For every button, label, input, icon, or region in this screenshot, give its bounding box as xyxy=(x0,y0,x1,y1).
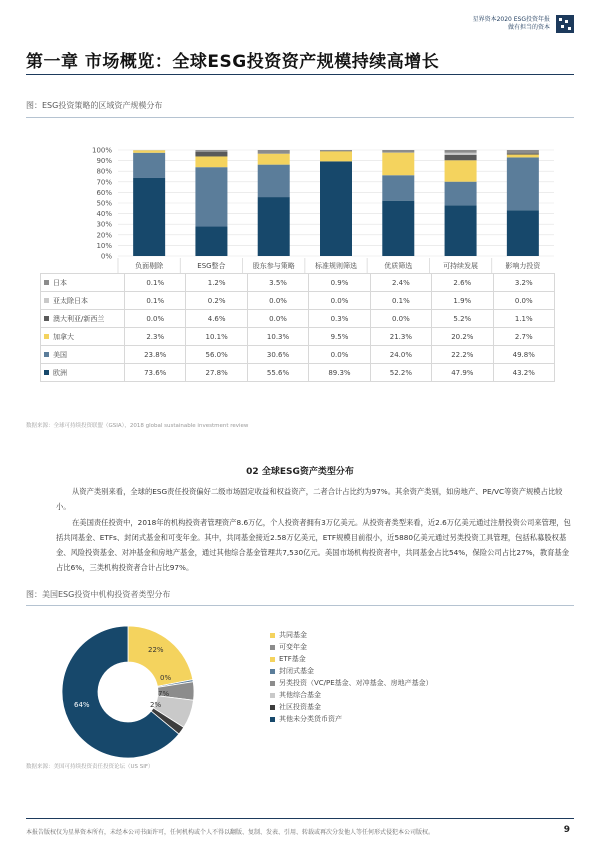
legend-label: 其他综合基金 xyxy=(279,691,321,699)
bar-segment xyxy=(258,165,290,197)
bar-segment xyxy=(133,153,165,178)
table-cell: 0.0% xyxy=(493,292,554,310)
footer-rule xyxy=(26,818,574,819)
table-cell: 1.9% xyxy=(432,292,493,310)
table-cell: 9.5% xyxy=(309,328,370,346)
header-line1: 星界资本2020 ESG投资年报 xyxy=(472,16,550,23)
bar-segment xyxy=(507,157,539,210)
table-cell: 1.2% xyxy=(186,274,247,292)
table-cell: 10.3% xyxy=(247,328,308,346)
paragraph-1-text: 从资产类别来看，全球的ESG责任投资偏好二级市场固定收益和权益资产，二者合计占比约为97%。其余资产类别，如房地产、PE/VC等资产规模占比较小。 xyxy=(56,487,563,511)
table-row xyxy=(41,346,555,364)
category-label: 标准规则筛选 xyxy=(315,262,357,270)
bar-segment xyxy=(195,152,227,157)
category-label: 股东参与策略 xyxy=(252,262,295,270)
legend-swatch xyxy=(44,280,49,285)
table-row xyxy=(41,328,555,346)
table-cell: 43.2% xyxy=(493,364,554,382)
donut-legend xyxy=(270,629,433,725)
table-cell: 2.3% xyxy=(125,328,186,346)
legend-label: 其他未分类货币资产 xyxy=(279,715,342,723)
figure2-source: 数据来源：美国可持续投资责任投资论坛（US SIF） xyxy=(26,764,154,770)
bar-segment xyxy=(320,150,352,151)
legend-item xyxy=(270,629,433,641)
category-label: 优质筛选 xyxy=(384,262,413,270)
bar-segment xyxy=(445,150,477,153)
legend-label: 可变年金 xyxy=(279,643,307,651)
bar-segment xyxy=(507,153,539,154)
bar-segment xyxy=(507,210,539,256)
table-cell: 52.2% xyxy=(370,364,431,382)
table-cell: 2.7% xyxy=(493,328,554,346)
y-tick-label: 10% xyxy=(96,241,112,250)
series-label xyxy=(41,328,125,346)
y-tick-label: 40% xyxy=(96,210,112,219)
table-cell: 10.1% xyxy=(186,328,247,346)
donut-chart xyxy=(50,612,250,772)
paragraph-2 xyxy=(56,515,572,575)
table-cell: 24.0% xyxy=(370,346,431,364)
figure2-label: 图：美国ESG投资中机构投资者类型分布 xyxy=(26,590,171,599)
legend-item xyxy=(270,677,433,689)
bar-segment xyxy=(258,197,290,256)
category-label: 影响力投资 xyxy=(505,262,541,270)
table-cell: 0.2% xyxy=(186,292,247,310)
bar-segment xyxy=(445,182,477,206)
y-tick-label: 90% xyxy=(96,157,112,166)
slice-label: 7% xyxy=(158,690,170,698)
bar-segment xyxy=(382,201,414,256)
y-tick-label: 0% xyxy=(100,252,112,261)
slice-label: 22% xyxy=(148,646,164,654)
legend-item xyxy=(270,713,433,725)
y-tick-label: 60% xyxy=(96,188,112,197)
bar-segment xyxy=(445,155,477,161)
table-cell: 0.1% xyxy=(125,274,186,292)
table-cell: 3.2% xyxy=(493,274,554,292)
bar-segment xyxy=(507,150,539,153)
slice-label: 0% xyxy=(160,674,172,682)
table-row xyxy=(41,292,555,310)
legend-swatch xyxy=(44,316,49,321)
series-label xyxy=(41,364,125,382)
category-label: 可持续发展 xyxy=(443,262,479,270)
table-cell: 0.3% xyxy=(309,310,370,328)
section-title: 02 全球ESG资产类型分布 xyxy=(246,467,354,477)
series-name: 欧洲 xyxy=(53,368,67,377)
legend-swatch xyxy=(270,657,275,662)
bar-segment xyxy=(195,150,227,151)
legend-swatch xyxy=(270,669,275,674)
bar-segment xyxy=(320,161,352,256)
series-name: 加拿大 xyxy=(53,332,74,341)
series-label xyxy=(41,310,125,328)
header-line2: 做有担当的资本 xyxy=(507,24,550,31)
paragraph-2-text: 在美国责任投资中，2018年的机构投资者管理资产8.6万亿，个人投资者拥有3万亿美元。从投资者类型来看，近2.6万亿美元通过注册投资公司来管理，包括共同基金、ETFs、封闭式基金和可变年金。其中，共同基金接近2.58万亿美元，ETF规模目前很小，近5880亿美元通过另类投资工具管理，包括私募股权基金、风险投资基金、对冲基金和房地产基金，通过其他综合基金管理共7,530亿元。美国市场机构投资者中，共同基金占比54%，保险公司占比27%，教育基金占比6%，三类机构投资者合计占比97%。 xyxy=(56,518,571,572)
series-name: 日本 xyxy=(53,278,67,287)
table-cell: 0.9% xyxy=(309,274,370,292)
data-table xyxy=(40,273,555,382)
table-cell: 0.0% xyxy=(370,310,431,328)
legend-swatch xyxy=(270,717,275,722)
table-cell: 20.2% xyxy=(432,328,493,346)
table-cell: 73.6% xyxy=(125,364,186,382)
table-cell: 47.9% xyxy=(432,364,493,382)
footer-text: 本报告版权仅为星界资本所有，未经本公司书面许可，任何机构或个人不得以翻版、复制、发表、引用、转载或再次分发他人等任何形式侵犯本公司版权。 xyxy=(26,829,435,836)
series-label xyxy=(41,274,125,292)
slice-label: 2% xyxy=(150,701,162,709)
y-tick-label: 20% xyxy=(96,231,112,240)
table-cell: 0.0% xyxy=(309,346,370,364)
table-cell: 22.2% xyxy=(432,346,493,364)
y-tick-label: 50% xyxy=(96,199,112,208)
table-cell: 49.8% xyxy=(493,346,554,364)
table-cell: 2.6% xyxy=(432,274,493,292)
table-cell: 55.6% xyxy=(247,364,308,382)
bar-segment xyxy=(445,153,477,155)
legend-label: 另类投资（VC/PE基金、对冲基金、房地产基金） xyxy=(279,679,433,687)
bar-segment xyxy=(258,154,290,165)
table-cell: 89.3% xyxy=(309,364,370,382)
table-cell: 1.1% xyxy=(493,310,554,328)
table-row xyxy=(41,310,555,328)
table-cell: 0.0% xyxy=(125,310,186,328)
legend-swatch xyxy=(270,645,275,650)
bar-segment xyxy=(320,151,352,161)
legend-swatch xyxy=(270,705,275,710)
table-cell: 27.8% xyxy=(186,364,247,382)
legend-swatch xyxy=(270,681,275,686)
table-cell: 0.1% xyxy=(370,292,431,310)
bar-segment xyxy=(445,160,477,181)
bar-segment xyxy=(258,150,290,154)
table-cell: 0.1% xyxy=(125,292,186,310)
series-label xyxy=(41,292,125,310)
table-cell: 30.6% xyxy=(247,346,308,364)
stacked-bar-chart xyxy=(0,0,600,280)
legend-item xyxy=(270,653,433,665)
y-tick-label: 80% xyxy=(96,167,112,176)
legend-item xyxy=(270,689,433,701)
legend-label: 封闭式基金 xyxy=(279,667,314,675)
bar-segment xyxy=(195,167,227,226)
table-cell: 4.6% xyxy=(186,310,247,328)
bar-segment xyxy=(195,227,227,256)
y-tick-label: 100% xyxy=(91,146,112,155)
bar-segment xyxy=(133,178,165,256)
legend-item xyxy=(270,665,433,677)
bar-segment xyxy=(133,150,165,152)
figure1-source: 数据来源：全球可持续投资联盟（GSIA），2018 global sustainable investment review xyxy=(26,423,249,429)
chapter-title: 第一章 市场概览：全球ESG投资资产规模持续高增长 xyxy=(26,52,440,72)
legend-item xyxy=(270,641,433,653)
table-row xyxy=(41,364,555,382)
y-tick-label: 70% xyxy=(96,178,112,187)
series-name: 澳大利亚/新西兰 xyxy=(53,314,105,323)
slice-label: 64% xyxy=(74,701,90,709)
figure2-rule xyxy=(26,605,574,606)
series-name: 美国 xyxy=(53,350,67,359)
table-cell: 0.0% xyxy=(309,292,370,310)
series-name: 亚太除日本 xyxy=(53,296,88,305)
category-label: 负面剔除 xyxy=(135,262,164,270)
table-cell: 3.5% xyxy=(247,274,308,292)
bar-segment xyxy=(507,155,539,158)
legend-swatch xyxy=(44,370,49,375)
bar-segment xyxy=(382,153,414,176)
table-cell: 21.3% xyxy=(370,328,431,346)
legend-label: 社区投资基金 xyxy=(279,703,321,711)
table-row xyxy=(41,274,555,292)
bar-segment xyxy=(195,156,227,167)
bar-segment xyxy=(382,175,414,200)
table-cell: 2.4% xyxy=(370,274,431,292)
legend-label: ETF基金 xyxy=(279,655,306,663)
legend-swatch xyxy=(270,633,275,638)
category-label: ESG整合 xyxy=(197,262,226,270)
table-cell: 5.2% xyxy=(432,310,493,328)
legend-swatch xyxy=(44,352,49,357)
bar-segment xyxy=(445,205,477,256)
legend-label: 共同基金 xyxy=(279,631,307,639)
legend-swatch xyxy=(44,334,49,339)
table-cell: 0.0% xyxy=(247,310,308,328)
series-label xyxy=(41,346,125,364)
bar-segment xyxy=(382,150,414,153)
figure1-label: 图：ESG投资策略的区域资产规模分布 xyxy=(26,101,163,110)
table-cell: 0.0% xyxy=(247,292,308,310)
table-cell: 23.8% xyxy=(125,346,186,364)
legend-swatch xyxy=(270,693,275,698)
y-tick-label: 30% xyxy=(96,220,112,229)
page-number: 9 xyxy=(563,825,570,835)
paragraph-1 xyxy=(56,484,572,514)
table-cell: 56.0% xyxy=(186,346,247,364)
legend-swatch xyxy=(44,298,49,303)
legend-item xyxy=(270,701,433,713)
